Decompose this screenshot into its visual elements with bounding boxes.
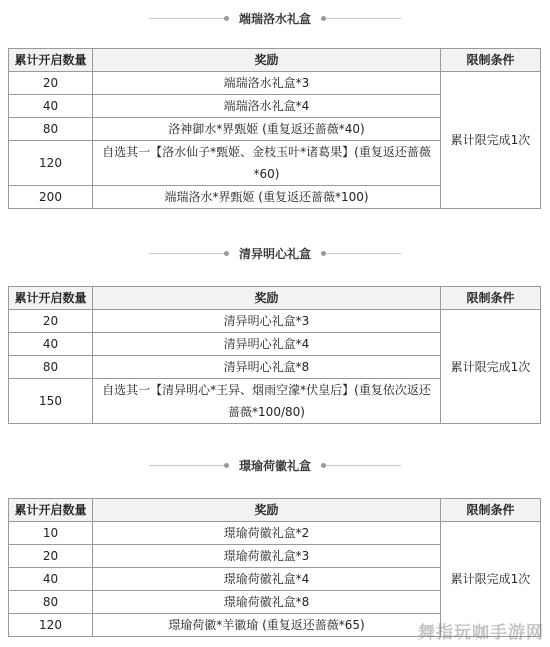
cell-reward: 璟瑜荷徽礼盒*3 [93,545,441,568]
reward-table-2 [8,286,541,424]
cell-count: 40 [9,95,93,118]
title-divider-left [149,253,227,254]
table-row [9,72,541,95]
header-limit: 限制条件 [441,287,541,310]
section-title-text: 清异明心礼盒 [238,246,311,261]
cell-count: 80 [9,356,93,379]
cell-reward: 璟瑜荷徽礼盒*4 [93,568,441,591]
cell-count: 10 [9,522,93,545]
header-count: 累计开启数量 [9,499,93,522]
watermark-text: 舞指玩咖手游网 [418,623,544,643]
section-title-3 [0,455,550,475]
cell-reward: 清异明心礼盒*3 [93,310,441,333]
cell-count: 20 [9,72,93,95]
cell-count: 40 [9,568,93,591]
header-limit: 限制条件 [441,49,541,72]
section-title-1 [0,8,550,28]
cell-count: 150 [9,379,93,424]
cell-reward: 端瑞洛水礼盒*4 [93,95,441,118]
table-row [9,522,541,545]
cell-reward: 清异明心礼盒*4 [93,333,441,356]
section-title-text: 端瑞洛水礼盒 [238,11,311,26]
reward-table-3 [8,498,541,637]
cell-reward: 端瑞洛水礼盒*3 [93,72,441,95]
cell-count: 120 [9,614,93,637]
cell-reward: 璟瑜荷徽礼盒*8 [93,591,441,614]
title-divider-left [149,465,227,466]
cell-limit: 累计限完成1次 [441,310,541,424]
cell-reward: 清异明心礼盒*8 [93,356,441,379]
header-count: 累计开启数量 [9,287,93,310]
table-header-row [9,287,541,310]
cell-reward: 璟瑜荷徽礼盒*2 [93,522,441,545]
header-count: 累计开启数量 [9,49,93,72]
section-title-2 [0,243,550,263]
cell-count: 120 [9,141,93,186]
title-divider-right [323,18,401,19]
cell-reward: 自选其一【洛水仙子*甄姬、金枝玉叶*诸葛果】(重复返还蔷薇*60) [93,141,441,186]
cell-reward: 璟瑜荷徽*羊徽瑜 (重复返还蔷薇*65) [93,614,441,637]
table-header-row [9,49,541,72]
table-row [9,310,541,333]
header-limit: 限制条件 [441,499,541,522]
header-reward: 奖励 [93,499,441,522]
section-title-text: 璟瑜荷徽礼盒 [238,458,311,473]
title-divider-right [323,465,401,466]
cell-limit: 累计限完成1次 [441,522,541,637]
header-reward: 奖励 [93,49,441,72]
cell-count: 80 [9,118,93,141]
reward-table-1 [8,48,541,209]
cell-count: 200 [9,186,93,209]
cell-limit: 累计限完成1次 [441,72,541,209]
table-header-row [9,499,541,522]
cell-reward: 端瑞洛水*界甄姬 (重复返还蔷薇*100) [93,186,441,209]
cell-count: 80 [9,591,93,614]
cell-count: 20 [9,545,93,568]
title-divider-right [323,253,401,254]
cell-count: 40 [9,333,93,356]
cell-count: 20 [9,310,93,333]
title-divider-left [149,18,227,19]
cell-reward: 自选其一【清异明心*王异、烟雨空濛*伏皇后】(重复依次返还蔷薇*100/80) [93,379,441,424]
header-reward: 奖励 [93,287,441,310]
cell-reward: 洛神御水*界甄姬 (重复返还蔷薇*40) [93,118,441,141]
